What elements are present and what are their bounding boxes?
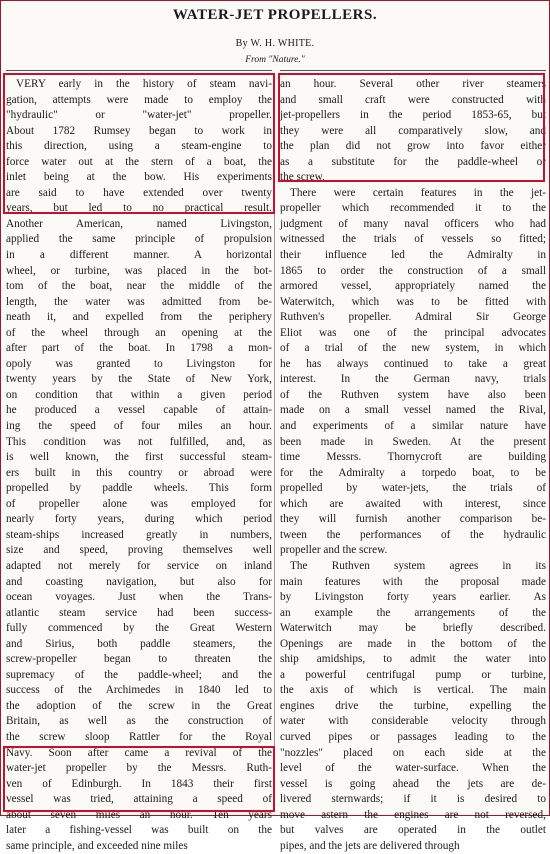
text-line: move astern the engines are not reversed, bbox=[280, 808, 546, 821]
text-line: ship amidships, to admit the water into bbox=[280, 653, 546, 666]
column-top-rule bbox=[6, 70, 272, 71]
text-line: applied the same principle of propulsion bbox=[6, 233, 272, 246]
column-top-rule bbox=[280, 70, 546, 71]
text-line: witnessed the trials of vessels so fitted; bbox=[280, 233, 546, 246]
text-line: an hour. Several other river steamers bbox=[280, 78, 546, 90]
text-line: on condition that within a given period bbox=[6, 388, 272, 401]
text-line: inlet being at the bow. His experiments bbox=[6, 171, 272, 184]
text-line: same principle, and exceeded nine miles bbox=[6, 839, 188, 852]
text-line: of the Ruthven system have also been bbox=[280, 388, 546, 401]
text-line: later a fishing-vessel was built on the bbox=[6, 824, 272, 837]
text-line: the adoption of the screw in the Great bbox=[6, 699, 272, 712]
text-line: The Ruthven system agrees in its bbox=[290, 559, 546, 572]
text-line: supremacy of the paddle-wheel; and the bbox=[6, 668, 272, 681]
text-line: force water out at the stern of a boat, the bbox=[6, 155, 272, 168]
text-line: tween the performances of the hydraulic bbox=[280, 528, 546, 541]
text-line: they were all comparatively slow, and bbox=[280, 124, 546, 137]
text-line: years, but led to no practical result. bbox=[6, 202, 272, 215]
text-line: an example the arrangements of the bbox=[280, 606, 546, 619]
text-line: success of the Archimedes in 1840 led to bbox=[6, 684, 272, 697]
text-line: ers built in this country or abroad were bbox=[6, 466, 272, 479]
text-line: as a substitute for the paddle-wheel or bbox=[280, 155, 546, 168]
text-line: their influence led the Admiralty in bbox=[280, 249, 546, 262]
article-title: WATER-JET PROPELLERS. bbox=[172, 7, 378, 23]
column-divider bbox=[274, 73, 275, 811]
text-line: of a trial of the new system, in which bbox=[280, 342, 546, 355]
text-line: ven of Edinburgh. In 1843 their first bbox=[6, 777, 272, 790]
text-line: Openings are made in the bottom of the bbox=[280, 637, 546, 650]
text-line: he produced a vessel capable of attain- bbox=[6, 404, 272, 417]
text-line: screw-propeller began to threaten the bbox=[6, 653, 272, 666]
text-line: and coasting navigation, but also for bbox=[6, 575, 272, 588]
text-line: water-jet propeller by the Messrs. Ruth- bbox=[6, 762, 272, 775]
text-line: ing the speed of four miles an hour. bbox=[6, 420, 272, 433]
text-line: a powerful centrifugal pump or turbine, bbox=[280, 668, 546, 681]
text-line: which are awaited with interest, since bbox=[280, 497, 546, 510]
text-line: propeller which recommended it to the bbox=[280, 202, 546, 215]
text-line: and experiments of a similar nature have bbox=[280, 420, 546, 433]
text-line: length, the water was admitted from be- bbox=[6, 295, 272, 308]
text-line: are said to have extended over twenty bbox=[6, 186, 272, 199]
text-line: opoly was granted to Livingston for bbox=[6, 357, 272, 370]
text-line: Britain, as well as the construction of bbox=[6, 715, 272, 728]
text-line: Navy. Soon after came a revival of the bbox=[6, 746, 272, 759]
text-line: the plan did not grow into favor either bbox=[280, 140, 546, 153]
text-line: curved pipes or passages leading to the bbox=[280, 730, 546, 743]
text-line: twenty years by the State of New York, bbox=[6, 373, 272, 386]
text-line: nearly forty years, during which period bbox=[6, 513, 272, 526]
text-line: livered sternwards; if it is desired to bbox=[280, 793, 546, 806]
text-line: water with considerable velocity through bbox=[280, 715, 546, 728]
text-line: this direction, using a steam-engine to bbox=[6, 140, 272, 153]
text-line: for the Admiralty a torpedo boat, to be bbox=[280, 466, 546, 479]
text-line: by Livingston forty years earlier. As bbox=[280, 591, 546, 604]
text-line: engines drive the turbine, expelling the bbox=[280, 699, 546, 712]
text-line: atlantic steam service had been success- bbox=[6, 606, 272, 619]
text-line: been made in Sweden. At the present bbox=[280, 435, 546, 448]
article-author: By W. H. WHITE. bbox=[235, 38, 315, 49]
text-line: "nozzles" placed on each side at the bbox=[280, 746, 546, 759]
left-column bbox=[6, 73, 272, 852]
text-line: and small craft were constructed with bbox=[280, 93, 546, 106]
text-line: of propeller alone was employed for bbox=[6, 497, 272, 510]
text-line: size and speed, proving themselves well bbox=[6, 544, 272, 557]
text-line: vessel is going ahead the jets are de- bbox=[280, 777, 546, 790]
text-line: adapted not merely for service on inland bbox=[6, 559, 272, 572]
text-line: time Messrs. Thornycroft are building bbox=[280, 451, 546, 464]
text-line: they will furnish another comparison be- bbox=[280, 513, 546, 526]
right-column bbox=[280, 73, 546, 852]
text-line: 1865 to order the construction of a small bbox=[280, 264, 546, 277]
text-line: About 1782 Rumsey began to work in bbox=[6, 124, 272, 137]
left-column-text bbox=[6, 77, 272, 854]
text-line: after part of the boat. In 1798 a mon- bbox=[6, 342, 272, 355]
text-line: Another American, named Livingston, bbox=[6, 217, 272, 230]
text-line: vessel was tried, attaining a speed of bbox=[6, 793, 272, 806]
text-line: Waterwitch, which was to be fitted with bbox=[280, 295, 546, 308]
text-line: main features with the proposal made bbox=[280, 575, 546, 588]
text-line: gation, attempts were made to employ the bbox=[6, 93, 272, 106]
text-line: propelled by water-jets, the trials of bbox=[280, 482, 546, 495]
text-line: is well known, the first successful steam- bbox=[6, 451, 272, 464]
text-line: the screw. bbox=[280, 171, 325, 184]
text-line: propelled by paddle wheels. This form bbox=[6, 482, 272, 495]
text-line: jet-propellers in the period 1853-65, but bbox=[280, 109, 546, 122]
text-line: fully commenced by the Great Western bbox=[6, 622, 272, 635]
text-line: steam-ships increased greatly in numbers, bbox=[6, 528, 272, 541]
text-line: of the wheel through an opening at the bbox=[6, 326, 272, 339]
text-line: but valves are operated in the outlet bbox=[280, 824, 546, 837]
text-line: ocean voyages. Just when the Trans- bbox=[6, 591, 272, 604]
text-line: Ruthven's propeller. Admiral Sir George bbox=[280, 311, 546, 324]
text-line: Eliot was one of the principal advocates bbox=[280, 326, 546, 339]
text-line: Waterwitch may be briefly described. bbox=[280, 622, 546, 635]
text-line: "hydraulic" or "water-jet" propeller. bbox=[6, 109, 272, 122]
text-line: about seven miles an hour. Ten years bbox=[6, 808, 272, 821]
text-line: made on a small vessel named the Rival, bbox=[280, 404, 546, 417]
text-line: armored vessel, appropriately named the bbox=[280, 280, 546, 293]
article-source: From "Nature." bbox=[245, 55, 305, 65]
text-line: propeller and the screw. bbox=[280, 544, 388, 557]
text-line: tom of the boat, near the middle of the bbox=[6, 280, 272, 293]
text-line: level of the water-surface. When the bbox=[280, 762, 546, 775]
text-line: judgment of many naval officers who had bbox=[280, 217, 546, 230]
text-line: neath it, and expelled from the periphery bbox=[6, 311, 272, 324]
text-line: in a different manner. A horizontal bbox=[6, 249, 272, 262]
text-line: There were certain features in the jet- bbox=[290, 186, 546, 199]
text-line: interest. In the German navy, trials bbox=[280, 373, 546, 386]
right-column-text bbox=[280, 77, 546, 854]
text-line: the axis of which is vertical. The main bbox=[280, 684, 546, 697]
text-line: the screw sloop Rattler for the Royal bbox=[6, 730, 272, 743]
text-line: pipes, and the jets are delivered through bbox=[280, 839, 460, 852]
text-line: VERY early in the history of steam navi- bbox=[16, 78, 272, 90]
text-line: he has always continued to take a great bbox=[280, 357, 546, 370]
text-line: and Sirius, both paddle steamers, the bbox=[6, 637, 272, 650]
text-line: wheel, or turbine, was placed in the bot- bbox=[6, 264, 272, 277]
text-line: This condition was not fulfilled, and, as bbox=[6, 435, 272, 448]
